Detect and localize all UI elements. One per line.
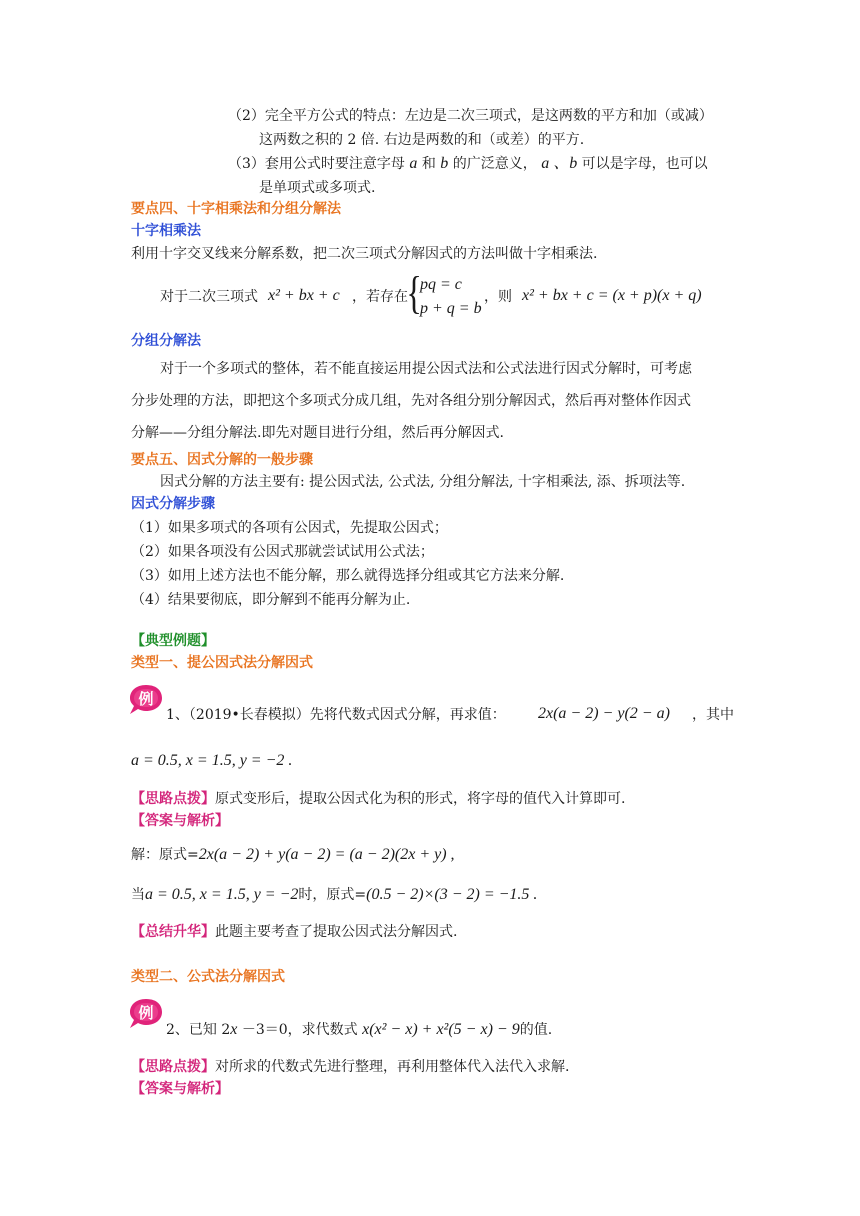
item-2-line2: 这两数之积的 2 倍. 右边是两数的和（或差）的平方. (259, 132, 585, 148)
q2-text2: －3＝0，求代数式 (237, 1022, 358, 1038)
cross-method-heading: 十字相乘法 (131, 223, 201, 239)
q1-expr: 2x(a − 2) − y(2 − a) (538, 705, 670, 722)
cross-formula-prefix: 对于二次三项式 (160, 289, 258, 305)
cross-formula-result: x² + bx + c = (x + p)(x + q) (522, 287, 702, 304)
badge-label: 例 (138, 1004, 154, 1022)
sol1-prefix: 解：原式= (131, 847, 199, 863)
system-row-1: pq = c (420, 276, 462, 293)
grouping-line2: 分步处理的方法，即把这个多项式分成几组，先对各组分别分解因式，然后再对整体作因式 (131, 393, 691, 409)
item-3-text-b: 的广泛意义， (452, 156, 537, 172)
item-3-and: 和 (421, 156, 436, 172)
q2-tail: 的值. (519, 1022, 553, 1038)
badge-label: 例 (138, 690, 154, 708)
q1-solution-line2 (131, 885, 537, 905)
q2-line (166, 1020, 552, 1040)
q2-x: x (230, 1021, 238, 1038)
section4-heading: 要点四、十字相乘法和分组分解法 (131, 201, 341, 217)
q2-expr: x(x² − x) + x²(5 − x) − 9 (362, 1021, 520, 1038)
q1-tail: ，其中 (692, 707, 734, 723)
type2-heading: 类型二、公式法分解因式 (131, 969, 285, 985)
cross-formula-then: ，则 (484, 289, 512, 305)
steps-heading: 因式分解步骤 (131, 496, 215, 512)
example-badge-icon (128, 997, 164, 1029)
grouping-method-heading: 分组分解法 (131, 333, 201, 349)
sol2-mid: 时，原式= (298, 887, 367, 903)
type1-heading: 类型一、提公因式法分解因式 (131, 655, 313, 671)
q1-text: 1、（2019•长春模拟）先将代数式因式分解，再求值： (166, 707, 506, 723)
step-2: （2）如果各项没有公因式那就尝试试用公式法； (131, 544, 434, 560)
sol2-values: a = 0.5, x = 1.5, y = −2 (145, 886, 299, 903)
step-3: （3）如用上述方法也不能分解，那么就得选择分组或其它方法来分解. (131, 568, 565, 584)
q1-hint (131, 789, 625, 809)
sol2-prefix: 当 (131, 887, 145, 903)
section5-intro: 因式分解的方法主要有: 提公因式法, 公式法, 分组分解法, 十字相乘法, 添、拆项法等. (160, 474, 686, 490)
q1-summary (131, 922, 457, 942)
item-3-line1 (228, 154, 708, 174)
system-row-2: p + q = b (420, 300, 482, 317)
q1-values: a = 0.5, x = 1.5, y = −2 . (131, 752, 293, 769)
sol2-expr: (0.5 − 2)×(3 − 2) = −1.5 . (366, 886, 538, 903)
q2-hint (131, 1057, 569, 1077)
hint-text: 对所求的代数式先进行整理，再利用整体代入法代入求解. (215, 1059, 570, 1075)
item-3-text-a: （3）套用公式时要注意字母 (228, 156, 405, 172)
sol1-expr: 2x(a − 2) + y(a − 2) = (a − 2)(2x + y) , (198, 846, 455, 863)
cross-method-desc: 利用十字交叉线来分解系数，把二次三项式分解因式的方法叫做十字相乘法. (131, 246, 598, 262)
example-badge-icon (128, 683, 164, 715)
hint-label: 【思路点拨】 (131, 1059, 215, 1075)
q2-answer-label: 【答案与解析】 (131, 1081, 229, 1097)
summary-text: 此题主要考查了提取公因式法分解因式. (215, 924, 458, 940)
var-a: a (409, 155, 418, 172)
step-1: （1）如果多项式的各项有公因式，先提取公因式； (131, 520, 448, 536)
hint-label: 【思路点拨】 (131, 791, 215, 807)
item-2-line1: （2）完全平方公式的特点：左边是二次三项式，是这两数的平方和加（或减） (228, 108, 713, 124)
system-brace: { (406, 267, 422, 318)
var-ab: a 、b (541, 155, 578, 172)
cross-formula-expr: x² + bx + c (268, 287, 340, 304)
hint-text: 原式变形后，提取公因式化为积的形式，将字母的值代入计算即可. (215, 791, 626, 807)
q2-text: 2、已知 2 (166, 1022, 231, 1038)
q1-answer-label: 【答案与解析】 (131, 813, 229, 829)
cross-formula-mid: ，若存在 (352, 289, 408, 305)
var-b: b (440, 155, 449, 172)
q1-solution-line1 (131, 845, 455, 865)
item-3-text-c: 可以是字母，也可以 (581, 156, 708, 172)
step-4: （4）结果要彻底，即分解到不能再分解为止. (131, 592, 411, 608)
grouping-line3: 分解——分组分解法.即先对题目进行分组，然后再分解因式. (131, 425, 504, 441)
summary-label: 【总结升华】 (131, 924, 215, 940)
examples-heading: 【典型例题】 (131, 633, 215, 649)
section5-heading: 要点五、因式分解的一般步骤 (131, 452, 313, 468)
item-3-line2: 是单项式或多项式. (259, 180, 376, 196)
grouping-line1: 对于一个多项式的整体，若不能直接运用提公因式法和公式法进行因式分解时，可考虑 (160, 361, 692, 377)
